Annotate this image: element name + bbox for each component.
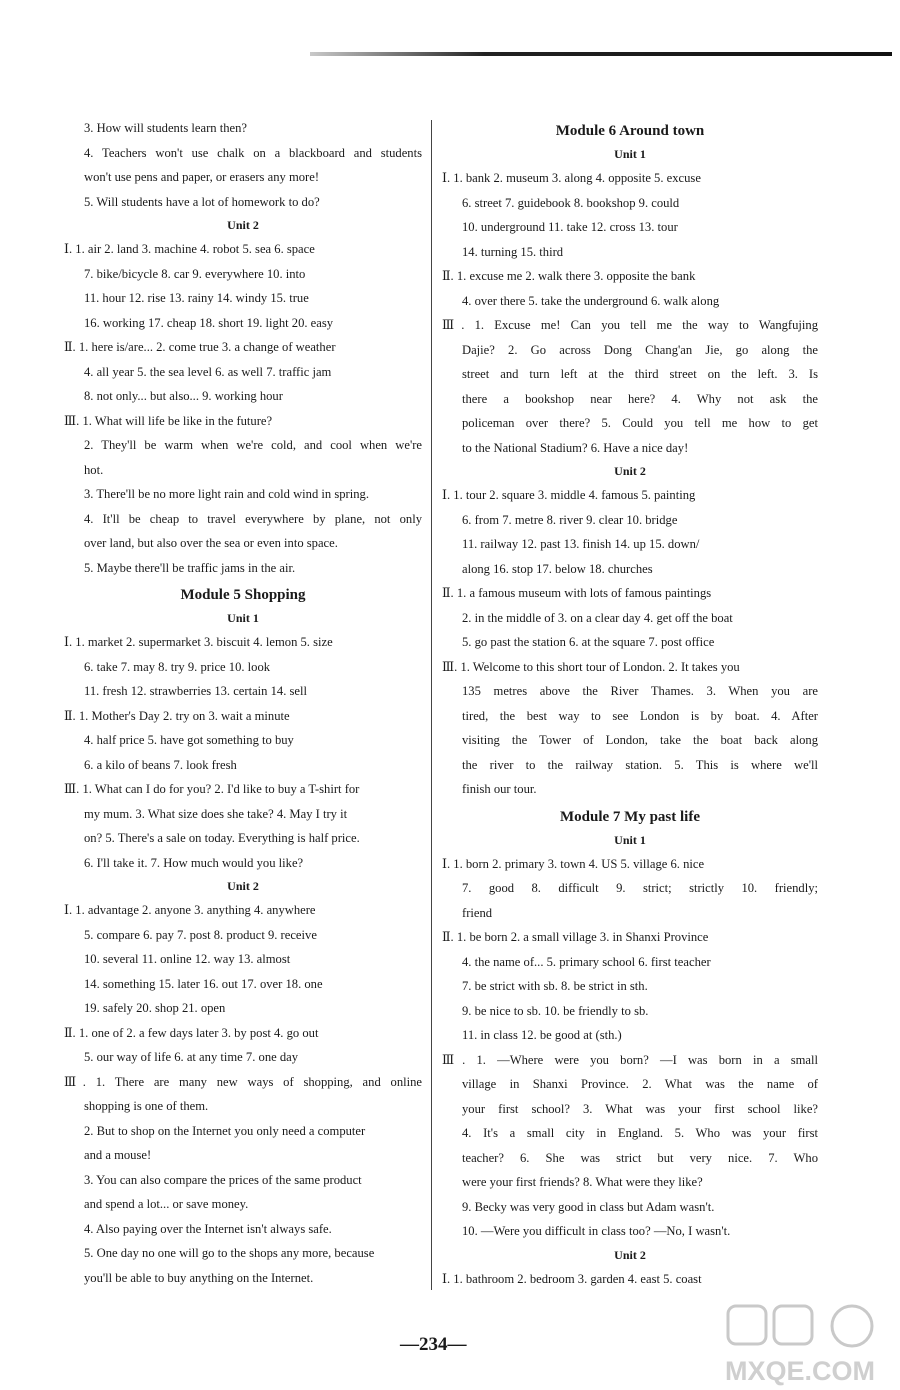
answer-line: 7. be strict with sb. 8. be strict in sth.: [462, 979, 648, 993]
answer-line: Ⅱ. 1. a famous museum with lots of famous paintings: [442, 586, 712, 600]
answer-line: 11. hour 12. rise 13. rainy 14. windy 15. true: [84, 291, 309, 305]
answer-line: won't use pens and paper, or erasers any more!: [84, 170, 320, 184]
answer-line: 4. all year 5. the sea level 6. as well 7. traffic jam: [84, 364, 332, 379]
answer-line: Ⅲ. 1. What will life be like in the future?: [64, 413, 273, 428]
answer-line: Dajie? 2. Go across Dong Chang'an Jie, go along the: [462, 342, 818, 357]
answer-line: Ⅱ. 1. here is/are... 2. come true 3. a change of weather: [64, 340, 336, 354]
answer-line: finish our tour.: [462, 782, 537, 796]
answer-line: 6. take 7. may 8. try 9. price 10. look: [84, 659, 271, 674]
answer-line: to the National Stadium? 6. Have a nice day!: [462, 440, 689, 455]
answer-line: 2. They'll be warm when we're cold, and cool when we're: [84, 438, 422, 452]
answer-line: Ⅰ. 1. bathroom 2. bedroom 3. garden 4. east 5. coast: [442, 1271, 702, 1286]
unit-heading: Unit 1: [614, 147, 646, 161]
module-heading: Module 7 My past life: [560, 808, 700, 825]
answer-line: 9. be nice to sb. 10. be friendly to sb.: [462, 1003, 649, 1018]
answer-line: Ⅱ. 1. Mother's Day 2. try on 3. wait a minute: [64, 708, 290, 723]
answer-line: 16. working 17. cheap 18. short 19. light 20. easy: [84, 315, 334, 330]
answer-line: and spend a lot... or save money.: [84, 1197, 249, 1211]
answer-line: Ⅲ. 1. There are many new ways of shopping, and online: [64, 1074, 422, 1089]
unit-heading: Unit 2: [227, 218, 259, 232]
answer-line: the river to the railway station. 5. This is where we'll: [462, 757, 818, 772]
answer-line: 4. Also paying over the Internet isn't always safe.: [84, 1221, 332, 1236]
answer-column-left: [64, 116, 422, 1290]
answer-line: along 16. stop 17. below 18. churches: [462, 561, 653, 576]
unit-heading: Unit 2: [227, 879, 259, 893]
answer-line: Ⅰ. 1. air 2. land 3. machine 4. robot 5. sea 6. space: [64, 242, 315, 256]
answer-line: 3. You can also compare the prices of the same product: [84, 1172, 362, 1187]
answer-line: your first school? 3. What was your first school like?: [462, 1101, 818, 1116]
answer-line: 7. good 8. difficult 9. strict; strictly 10. friendly;: [462, 881, 818, 895]
answer-line: 5. go past the station 6. at the square 7. post office: [462, 635, 715, 649]
answer-line: 4. It's a small city in England. 5. Who was your first: [462, 1126, 818, 1140]
answer-line: shopping is one of them.: [84, 1099, 209, 1113]
module-heading: Module 6 Around town: [555, 123, 705, 139]
answer-line: 10. underground 11. take 12. cross 13. tour: [462, 220, 678, 234]
answer-line: 135 metres above the River Thames. 3. When you are: [462, 684, 818, 698]
answer-line: Ⅱ. 1. excuse me 2. walk there 3. opposite the bank: [442, 269, 696, 283]
answer-line: visiting the Tower of London, take the boat back along: [462, 733, 818, 747]
page-number: —234—: [400, 1334, 467, 1355]
answer-line: 10. —Were you difficult in class too? —No, I wasn't.: [462, 1224, 731, 1238]
answer-line: 2. in the middle of 3. on a clear day 4. get off the boat: [462, 610, 733, 625]
answer-line: 5. Will students have a lot of homework to do?: [84, 194, 320, 209]
answer-line: Ⅱ. 1. one of 2. a few days later 3. by post 4. go out: [64, 1025, 319, 1040]
answer-line: were your first friends? 8. What were they like?: [462, 1175, 703, 1189]
answer-line: 14. something 15. later 16. out 17. over 18. one: [84, 976, 323, 991]
answer-line: Ⅱ. 1. be born 2. a small village 3. in Shanxi Province: [442, 930, 709, 944]
answer-column-right: [442, 116, 818, 1291]
answer-line: 11. in class 12. be good at (sth.): [462, 1028, 622, 1042]
answer-line: Ⅰ. 1. born 2. primary 3. town 4. US 5. village 6. nice: [442, 856, 705, 871]
answer-line: you'll be able to buy anything on the Internet.: [84, 1270, 314, 1285]
answer-line: 5. One day no one will go to the shops any more, because: [84, 1246, 375, 1260]
answer-line: 5. our way of life 6. at any time 7. one day: [84, 1050, 299, 1064]
answer-line: friend: [462, 905, 493, 920]
answer-line: Ⅲ. 1. What can I do for you? 2. I'd like to buy a T-shirt for: [64, 782, 360, 796]
answer-line: Ⅰ. 1. tour 2. square 3. middle 4. famous 5. painting: [442, 488, 696, 502]
answer-line: 8. not only... but also... 9. working hour: [84, 389, 283, 403]
answer-line: street and turn left at the third street on the left. 3. Is: [462, 367, 818, 381]
answer-line: 3. How will students learn then?: [84, 121, 247, 135]
answer-line: over land, but also over the sea or even into space.: [84, 536, 338, 550]
answer-line: tired, the best way to see London is by boat. 4. After: [462, 708, 818, 723]
answer-line: 5. Maybe there'll be traffic jams in the air.: [84, 560, 296, 575]
answer-line: 9. Becky was very good in class but Adam wasn't.: [462, 1199, 715, 1214]
module-heading: Module 5 Shopping: [180, 587, 306, 603]
answer-line: 4. Teachers won't use chalk on a blackboard and students: [84, 145, 422, 160]
answer-line: 7. bike/bicycle 8. car 9. everywhere 10. into: [84, 266, 306, 281]
watermark-logo: [700, 1300, 900, 1390]
answer-line: 6. a kilo of beans 7. look fresh: [84, 757, 237, 772]
unit-heading: Unit 1: [227, 611, 259, 625]
column-divider: [431, 120, 432, 1290]
watermark-text: MXQE.COM: [724, 1356, 876, 1386]
answer-line: 11. fresh 12. strawberries 13. certain 14. sell: [84, 684, 308, 698]
answer-line: 4. over there 5. take the underground 6. walk along: [462, 293, 720, 308]
answer-line: 10. several 11. online 12. way 13. almost: [84, 952, 291, 966]
answer-line: 4. the name of... 5. primary school 6. first teacher: [462, 954, 711, 969]
answer-line: there a bookshop near here? 4. Why not ask the: [462, 391, 818, 406]
answer-line: and a mouse!: [84, 1148, 152, 1162]
answer-line: 6. I'll take it. 7. How much would you like?: [84, 855, 304, 870]
answer-line: teacher? 6. She was strict but very nice. 7. Who: [462, 1150, 818, 1165]
answer-line: hot.: [84, 462, 104, 477]
answer-line: 6. from 7. metre 8. river 9. clear 10. bridge: [462, 512, 678, 527]
answer-line: Ⅰ. 1. advantage 2. anyone 3. anything 4. anywhere: [64, 903, 316, 917]
answer-line: 4. half price 5. have got something to buy: [84, 733, 294, 747]
answer-line: 6. street 7. guidebook 8. bookshop 9. could: [462, 195, 680, 210]
answer-line: on? 5. There's a sale on today. Everything is half price.: [84, 831, 360, 845]
answer-line: 19. safely 20. shop 21. open: [84, 1001, 226, 1015]
answer-line: 2. But to shop on the Internet you only need a computer: [84, 1123, 366, 1138]
unit-heading: Unit 2: [614, 464, 646, 478]
answer-line: my mum. 3. What size does she take? 4. May I try it: [84, 806, 348, 821]
answer-line: 11. railway 12. past 13. finish 14. up 15. down/: [462, 537, 700, 551]
unit-heading: Unit 1: [614, 832, 646, 847]
answer-line: Ⅰ. 1. bank 2. museum 3. along 4. opposite 5. excuse: [442, 171, 701, 185]
header-rule: [310, 52, 892, 56]
answer-line: Ⅲ. 1. Excuse me! Can you tell me the way to Wangfujing: [442, 318, 818, 332]
answer-line: policeman over there? 5. Could you tell me how to get: [462, 416, 818, 430]
answer-line: 14. turning 15. third: [462, 244, 564, 259]
unit-heading: Unit 2: [614, 1247, 646, 1262]
answer-line: 3. There'll be no more light rain and cold wind in spring.: [84, 487, 369, 501]
answer-line: Ⅰ. 1. market 2. supermarket 3. biscuit 4. lemon 5. size: [64, 635, 333, 649]
answer-line: 5. compare 6. pay 7. post 8. product 9. receive: [84, 927, 317, 942]
answer-line: Ⅲ. 1. —Where were you born? —I was born in a small: [442, 1052, 818, 1067]
answer-line: 4. It'll be cheap to travel everywhere by plane, not only: [84, 511, 422, 526]
answer-line: village in Shanxi Province. 2. What was the name of: [462, 1077, 818, 1091]
answer-line: Ⅲ. 1. Welcome to this short tour of London. 2. It takes you: [442, 659, 740, 674]
